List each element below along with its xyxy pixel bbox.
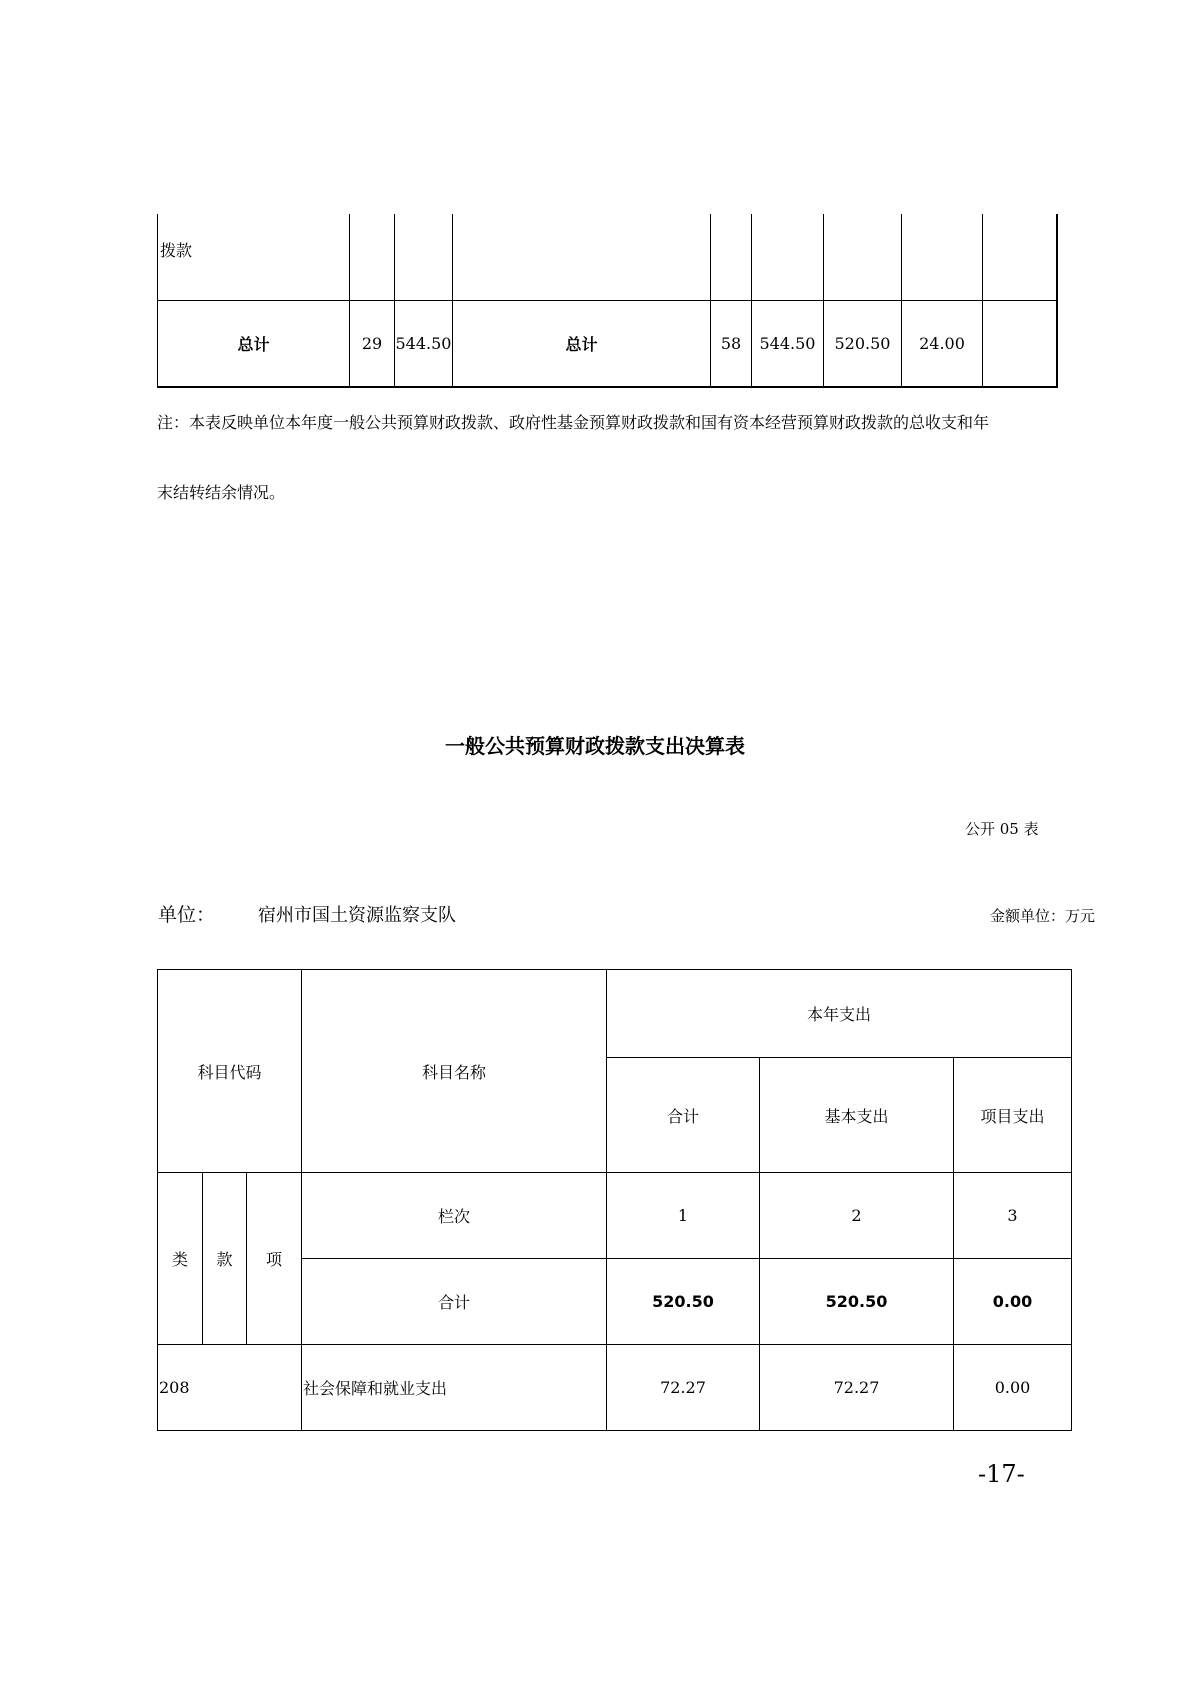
header-basic: 基本支出 xyxy=(760,1058,954,1173)
page-number: -17- xyxy=(978,1460,1025,1488)
table-note-line1: 注：本表反映单位本年度一般公共预算财政拨款、政府性基金预算财政拨款和国有资本经营预算财政拨款的总收支和年 xyxy=(157,413,990,432)
row-code: 208 xyxy=(158,1345,302,1431)
project-value: 0.00 xyxy=(954,1259,1072,1345)
table-row xyxy=(158,214,1057,300)
unit-name: 宿州市国土资源监察支队 xyxy=(258,905,456,926)
header-code: 科目代码 xyxy=(158,970,302,1173)
total-expense-value: 544.50 xyxy=(752,300,824,387)
basic-value: 520.50 xyxy=(760,1259,954,1345)
expenditure-table xyxy=(157,969,1072,1431)
header-name: 科目名称 xyxy=(302,970,607,1173)
line-number-right: 58 xyxy=(711,300,752,387)
total-row xyxy=(158,300,1057,387)
row-total: 72.27 xyxy=(607,1345,760,1431)
row-name: 社会保障和就业支出 xyxy=(302,1345,607,1431)
table-code: 公开 05 表 xyxy=(965,820,1039,838)
table-row xyxy=(158,1345,1072,1431)
column-number-2: 2 xyxy=(760,1173,954,1259)
total-value: 520.50 xyxy=(607,1259,760,1345)
row-basic: 72.27 xyxy=(760,1345,954,1431)
header-class: 类 xyxy=(158,1173,203,1345)
header-section: 款 xyxy=(203,1173,247,1345)
line-number-left: 29 xyxy=(350,300,395,387)
table-row xyxy=(158,1173,1072,1259)
column-number-3: 3 xyxy=(954,1173,1072,1259)
amount-unit: 金额单位：万元 xyxy=(990,907,1096,925)
basic-expense-value: 520.50 xyxy=(824,300,902,387)
header-current-year: 本年支出 xyxy=(607,970,1072,1058)
total-label: 合计 xyxy=(302,1259,607,1345)
unit-label: 单位： xyxy=(158,904,216,926)
project-expense-value: 24.00 xyxy=(902,300,983,387)
page-title: 一般公共预算财政拨款支出决算表 xyxy=(445,734,745,758)
total-label-right: 总计 xyxy=(453,300,711,387)
header-total: 合计 xyxy=(607,1058,760,1173)
total-label-left: 总计 xyxy=(158,300,350,387)
header-item: 项 xyxy=(247,1173,302,1345)
income-expense-summary-table xyxy=(157,214,1058,388)
total-income-value: 544.50 xyxy=(395,300,453,387)
column-number-label: 栏次 xyxy=(302,1173,607,1259)
table-header-row xyxy=(158,970,1072,1058)
header-project: 项目支出 xyxy=(954,1058,1072,1173)
column-number-1: 1 xyxy=(607,1173,760,1259)
row-label: 拨款 xyxy=(158,214,350,300)
table-note-line2: 末结转结余情况。 xyxy=(157,483,286,502)
row-project: 0.00 xyxy=(954,1345,1072,1431)
